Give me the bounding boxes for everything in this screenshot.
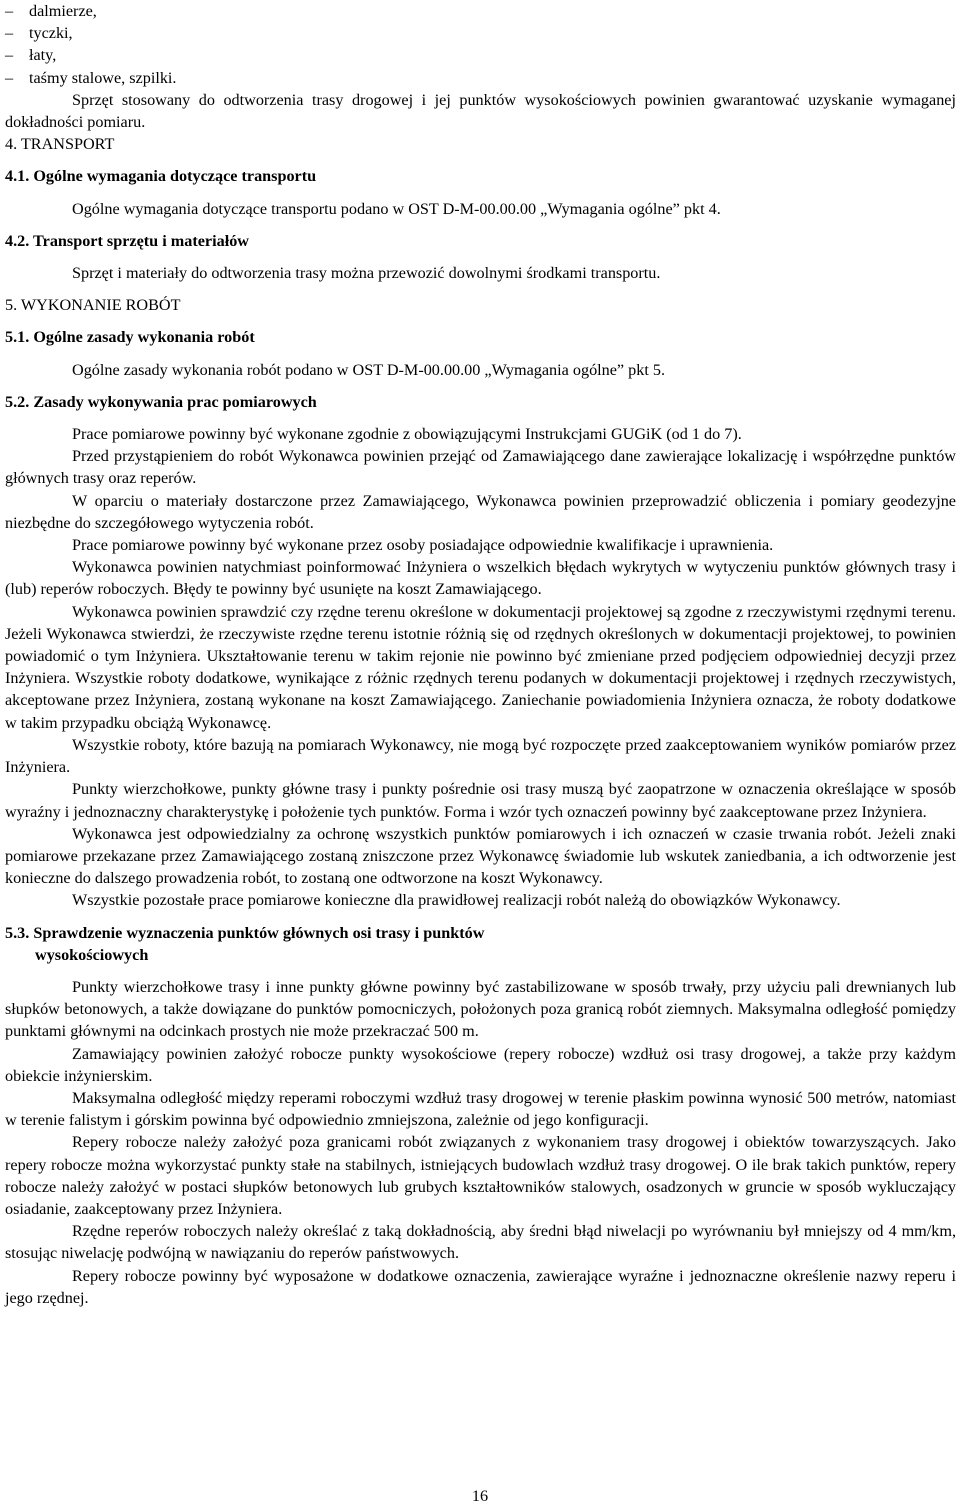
paragraph: Repery robocze powinny być wyposażone w dodatkowe oznaczenia, zawierające wyraźne i jednoznaczne określenie nazwy reperu i jego rzędnej. bbox=[5, 1266, 956, 1307]
paragraph: Punkty wierzchołkowe, punkty główne trasy i punkty pośrednie osi trasy muszą być zaopatrzone w oznaczenia określające w sposób wyraźny i jednoznaczny charakterystykę i położenie tych punktów. Forma i wzór tych oznaczeń powinny być zaakceptowane przez Inżyniera. bbox=[5, 780, 956, 821]
paragraph: Punkty wierzchołkowe trasy i inne punkty główne powinny być zastabilizowane w sposób trwały, przy użyciu pali drewnianych lub słupków betonowych, a także dowiązane do punktów pomocniczych, położonych poza granicą robót ziemnych. Maksymalna odległość pomiędzy punktami głównymi na odcinkach prostych nie może przekraczać 500 m. bbox=[5, 977, 956, 1041]
paragraph: Wszystkie pozostałe prace pomiarowe konieczne dla prawidłowej realizacji robót należą do obowiązków Wykonawcy. bbox=[72, 891, 841, 910]
section-5-3-heading-line2: wysokościowych bbox=[35, 945, 149, 964]
section-4-1-text: Ogólne wymagania dotyczące transportu podano w OST D-M-00.00.00 „Wymagania ogólne” pkt 4. bbox=[72, 199, 721, 218]
section-5-1-text: Ogólne zasady wykonania robót podano w OST D-M-00.00.00 „Wymagania ogólne” pkt 5. bbox=[72, 360, 666, 379]
section-4-2-heading: 4.2. Transport sprzętu i materiałów bbox=[5, 231, 249, 250]
section-5-2-heading: 5.2. Zasady wykonywania prac pomiarowych bbox=[5, 392, 317, 411]
intro-paragraph: Sprzęt stosowany do odtworzenia trasy drogowej i jej punktów wysokościowych powinien gwarantować uzyskanie wymaganej dokładności pomiaru. bbox=[5, 90, 956, 132]
equipment-list bbox=[5, 0, 956, 89]
paragraph: Maksymalna odległość między reperami roboczymi wzdłuż trasy drogowej w terenie płaskim powinna wynosić 500 metrów, natomiast w terenie falistym i górskim powinna być odpowiednio zmniejszona, zależnie od jego konfiguracji. bbox=[5, 1088, 956, 1130]
paragraph: Wykonawca jest odpowiedzialny za ochronę wszystkich punktów pomiarowych i ich oznaczeń w czasie trwania robót. Jeżeli znaki pomiarowe przekazane przez Zamawiającego zostaną zniszczone przez Wykonawcę świadomie lub wskutek zaniedbania, a ich odtworzenie jest konieczne do dalszego prowadzenia robót, to zostaną one odtworzone na koszt Wykonawcy. bbox=[5, 824, 956, 888]
paragraph: W oparciu o materiały dostarczone przez Zamawiającego, Wykonawca powinien przeprowadzić obliczenia i pomiary geodezyjne niezbędne do szczegółowego wytyczenia robót. bbox=[5, 491, 956, 532]
paragraph: Repery robocze należy założyć poza granicami robót związanych z wykonaniem trasy drogowej i obiektów towarzyszących. Jako repery robocze można wykorzystać punkty stałe na stabilnych, istniejących budowlach wzdłuż trasy drogowej. O ile brak takich punktów, repery robocze należy założyć w postaci słupków betonowych lub grubych kształtowników stalowych, osadzonych w gruncie w sposób wykluczający osiadanie, zaakceptowany przez Inżyniera. bbox=[5, 1133, 956, 1218]
section-4-1-heading: 4.1. Ogólne wymagania dotyczące transportu bbox=[5, 167, 317, 186]
section-5-3-heading bbox=[5, 922, 956, 966]
page-number: 16 bbox=[471, 1487, 489, 1505]
paragraph: Zamawiający powinien założyć robocze punkty wysokościowe (repery robocze) wzdłuż osi trasy drogowej, a także przy każdym obiekcie inżynierskim. bbox=[5, 1044, 956, 1085]
list-item: – tyczki, bbox=[5, 22, 956, 44]
section-5-1-heading: 5.1. Ogólne zasady wykonania robót bbox=[5, 328, 255, 347]
section-5-heading: 5. WYKONANIE ROBÓT bbox=[5, 296, 181, 315]
paragraph: Przed przystąpieniem do robót Wykonawca powinien przejąć od Zamawiającego dane zawierające lokalizację i współrzędne punktów głównych trasy oraz reperów. bbox=[5, 447, 956, 488]
list-item: – łaty, bbox=[5, 44, 956, 66]
paragraph: Rzędne reperów roboczych należy określać z taką dokładnością, aby średni błąd niwelacji po wyrównaniu był mniejszy od 4 mm/km, stosując niwelację podwójną w nawiązaniu do reperów państwowych. bbox=[5, 1222, 956, 1263]
paragraph: Wykonawca powinien sprawdzić czy rzędne terenu określone w dokumentacji projektowej są zgodne z rzeczywistymi rzędnymi terenu. Jeżeli Wykonawca stwierdzi, że rzeczywiste rzędne terenu istotnie różnią się od rzędnych określonych w dokumentacji projektowej, to powinien powiadomić o tym Inżyniera. Ukształtowanie terenu w takim rejonie nie powinno być zmieniane przed podjęciem odpowiedniej decyzji przez Inżyniera. Wszystkie roboty dodatkowe, wynikające z różnic rzędnych terenu podanych w dokumentacji projektowej i rzędnych rzeczywistych, akceptowane przez Inżyniera, zostaną wykonane na koszt Zamawiającego. Zaniechanie powiadomienia Inżyniera oznacza, że roboty dodatkowe w takim przypadku obciążą Wykonawcę. bbox=[5, 602, 956, 732]
paragraph: Wszystkie roboty, które bazują na pomiarach Wykonawcy, nie mogą być rozpoczęte przed zaakceptowaniem wyników pomiarów przez Inżyniera. bbox=[5, 735, 956, 777]
section-5-2-body bbox=[5, 423, 956, 911]
section-4-heading: 4. TRANSPORT bbox=[5, 135, 115, 154]
paragraph: Wykonawca powinien natychmiast poinformować Inżyniera o wszelkich błędach wykrytych w wytyczeniu punktów głównych trasy i (lub) reperów roboczych. Błędy te powinny być usunięte na koszt Zamawiającego. bbox=[5, 558, 956, 599]
section-5-3-heading-line1: 5.3. Sprawdzenie wyznaczenia punktów głównych osi trasy i punktów bbox=[5, 923, 485, 942]
list-item: – dalmierze, bbox=[5, 0, 956, 22]
paragraph: Prace pomiarowe powinny być wykonane zgodnie z obowiązującymi Instrukcjami GUGiK (od 1 do 7). bbox=[72, 425, 742, 444]
list-item: – taśmy stalowe, szpilki. bbox=[5, 67, 956, 89]
section-5-3-body bbox=[5, 976, 956, 1309]
paragraph: Prace pomiarowe powinny być wykonane przez osoby posiadające odpowiednie kwalifikacje i uprawnienia. bbox=[72, 536, 774, 555]
section-4-2-text: Sprzęt i materiały do odtworzenia trasy można przewozić dowolnymi środkami transportu. bbox=[72, 264, 661, 283]
